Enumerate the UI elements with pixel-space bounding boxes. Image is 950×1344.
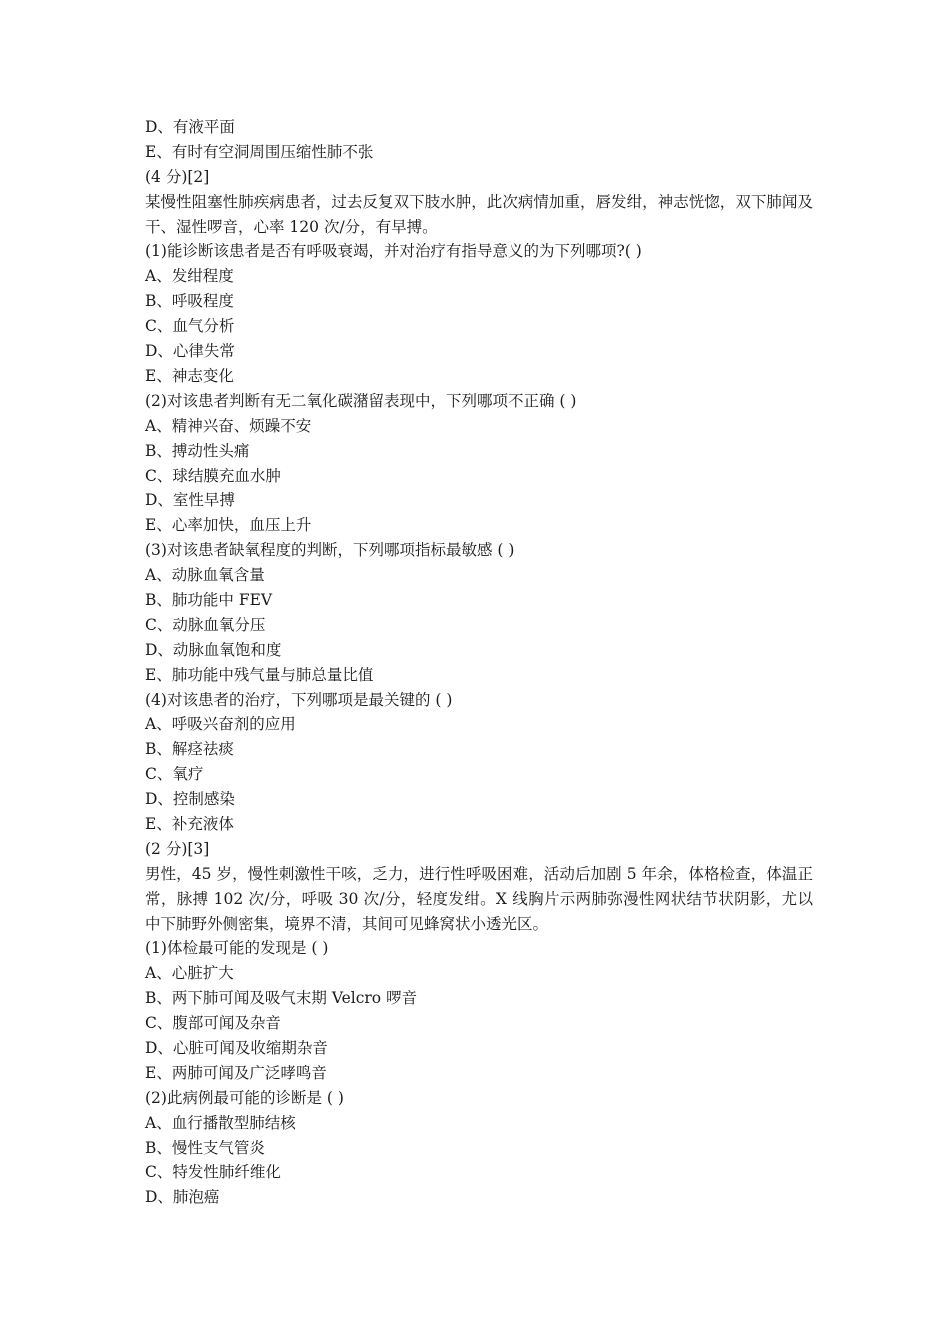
text-line: A、动脉血氧含量: [145, 566, 265, 585]
text-line: E、两肺可闻及广泛哮鸣音: [145, 1063, 327, 1082]
text-line: B、解痉祛痰: [145, 740, 234, 759]
text-line: (2 分)[3]: [145, 839, 210, 858]
text-paragraph: 某慢性阻塞性肺疾病患者，过去反复双下肢水肿，此次病情加重，唇发绀，神志恍惚，双下肺闻及干、湿性啰音，心率 120 次/分，有早搏。: [145, 192, 813, 236]
text-line: (4)对该患者的治疗，下列哪项是最关键的 ( ): [145, 690, 453, 709]
text-line: B、两下肺可闻及吸气末期 Velcro 啰音: [145, 989, 418, 1008]
text-line: A、呼吸兴奋剂的应用: [145, 715, 296, 734]
text-line: C、氧疗: [145, 765, 204, 784]
text-line: C、动脉血氧分压: [145, 615, 266, 634]
text-line: (2)对该患者判断有无二氧化碳潴留表现中，下列哪项不正确 ( ): [145, 391, 577, 410]
text-line: C、球结膜充血水肿: [145, 466, 281, 485]
text-line: B、慢性支气管炎: [145, 1138, 265, 1157]
text-line: E、神志变化: [145, 366, 234, 385]
text-line: D、室性早搏: [145, 491, 235, 510]
text-line: E、补充液体: [145, 814, 234, 833]
text-line: B、搏动性头痛: [145, 441, 250, 460]
text-line: D、心律失常: [145, 342, 235, 361]
text-line: A、发绀程度: [145, 267, 234, 286]
text-line: (1)体检最可能的发现是 ( ): [145, 939, 329, 958]
text-line: (3)对该患者缺氧程度的判断，下列哪项指标最敏感 ( ): [145, 541, 515, 560]
text-paragraph: 男性，45 岁，慢性刺激性干咳，乏力，进行性呼吸困难，活动后加剧 5 年余，体格检查，体温正常，脉搏 102 次/分，呼吸 30 次/分，轻度发绀。X 线胸片示两肺弥漫性网状结节状阴影，尤以中下肺野外侧密集，境界不清，其间可见蜂窝状小透光区。: [145, 864, 813, 933]
text-line: E、有时有空洞周围压缩性肺不张: [145, 142, 374, 161]
text-line: D、有液平面: [145, 118, 235, 136]
text-line: B、呼吸程度: [145, 292, 234, 311]
text-line: D、肺泡癌: [145, 1188, 220, 1207]
text-line: (4 分)[2]: [145, 167, 210, 186]
text-line: D、动脉血氧饱和度: [145, 640, 282, 659]
text-line: B、肺功能中 FEV: [145, 590, 273, 609]
text-line: (2)此病例最可能的诊断是 ( ): [145, 1088, 344, 1107]
text-line: A、精神兴奋、烦躁不安: [145, 416, 312, 435]
text-line: A、血行播散型肺结核: [145, 1113, 296, 1132]
text-line: C、血气分析: [145, 317, 235, 336]
text-line: E、心率加快，血压上升: [145, 516, 312, 535]
text-line: (1)能诊断该患者是否有呼吸衰竭，并对治疗有指导意义的为下列哪项?( ): [145, 242, 642, 261]
document-page: [145, 115, 813, 1210]
text-line: A、心脏扩大: [145, 964, 234, 983]
text-line: E、肺功能中残气量与肺总量比值: [145, 665, 374, 684]
text-line: D、心脏可闻及收缩期杂音: [145, 1039, 328, 1058]
text-line: C、特发性肺纤维化: [145, 1163, 281, 1182]
text-line: C、腹部可闻及杂音: [145, 1014, 281, 1033]
text-line: D、控制感染: [145, 790, 235, 809]
